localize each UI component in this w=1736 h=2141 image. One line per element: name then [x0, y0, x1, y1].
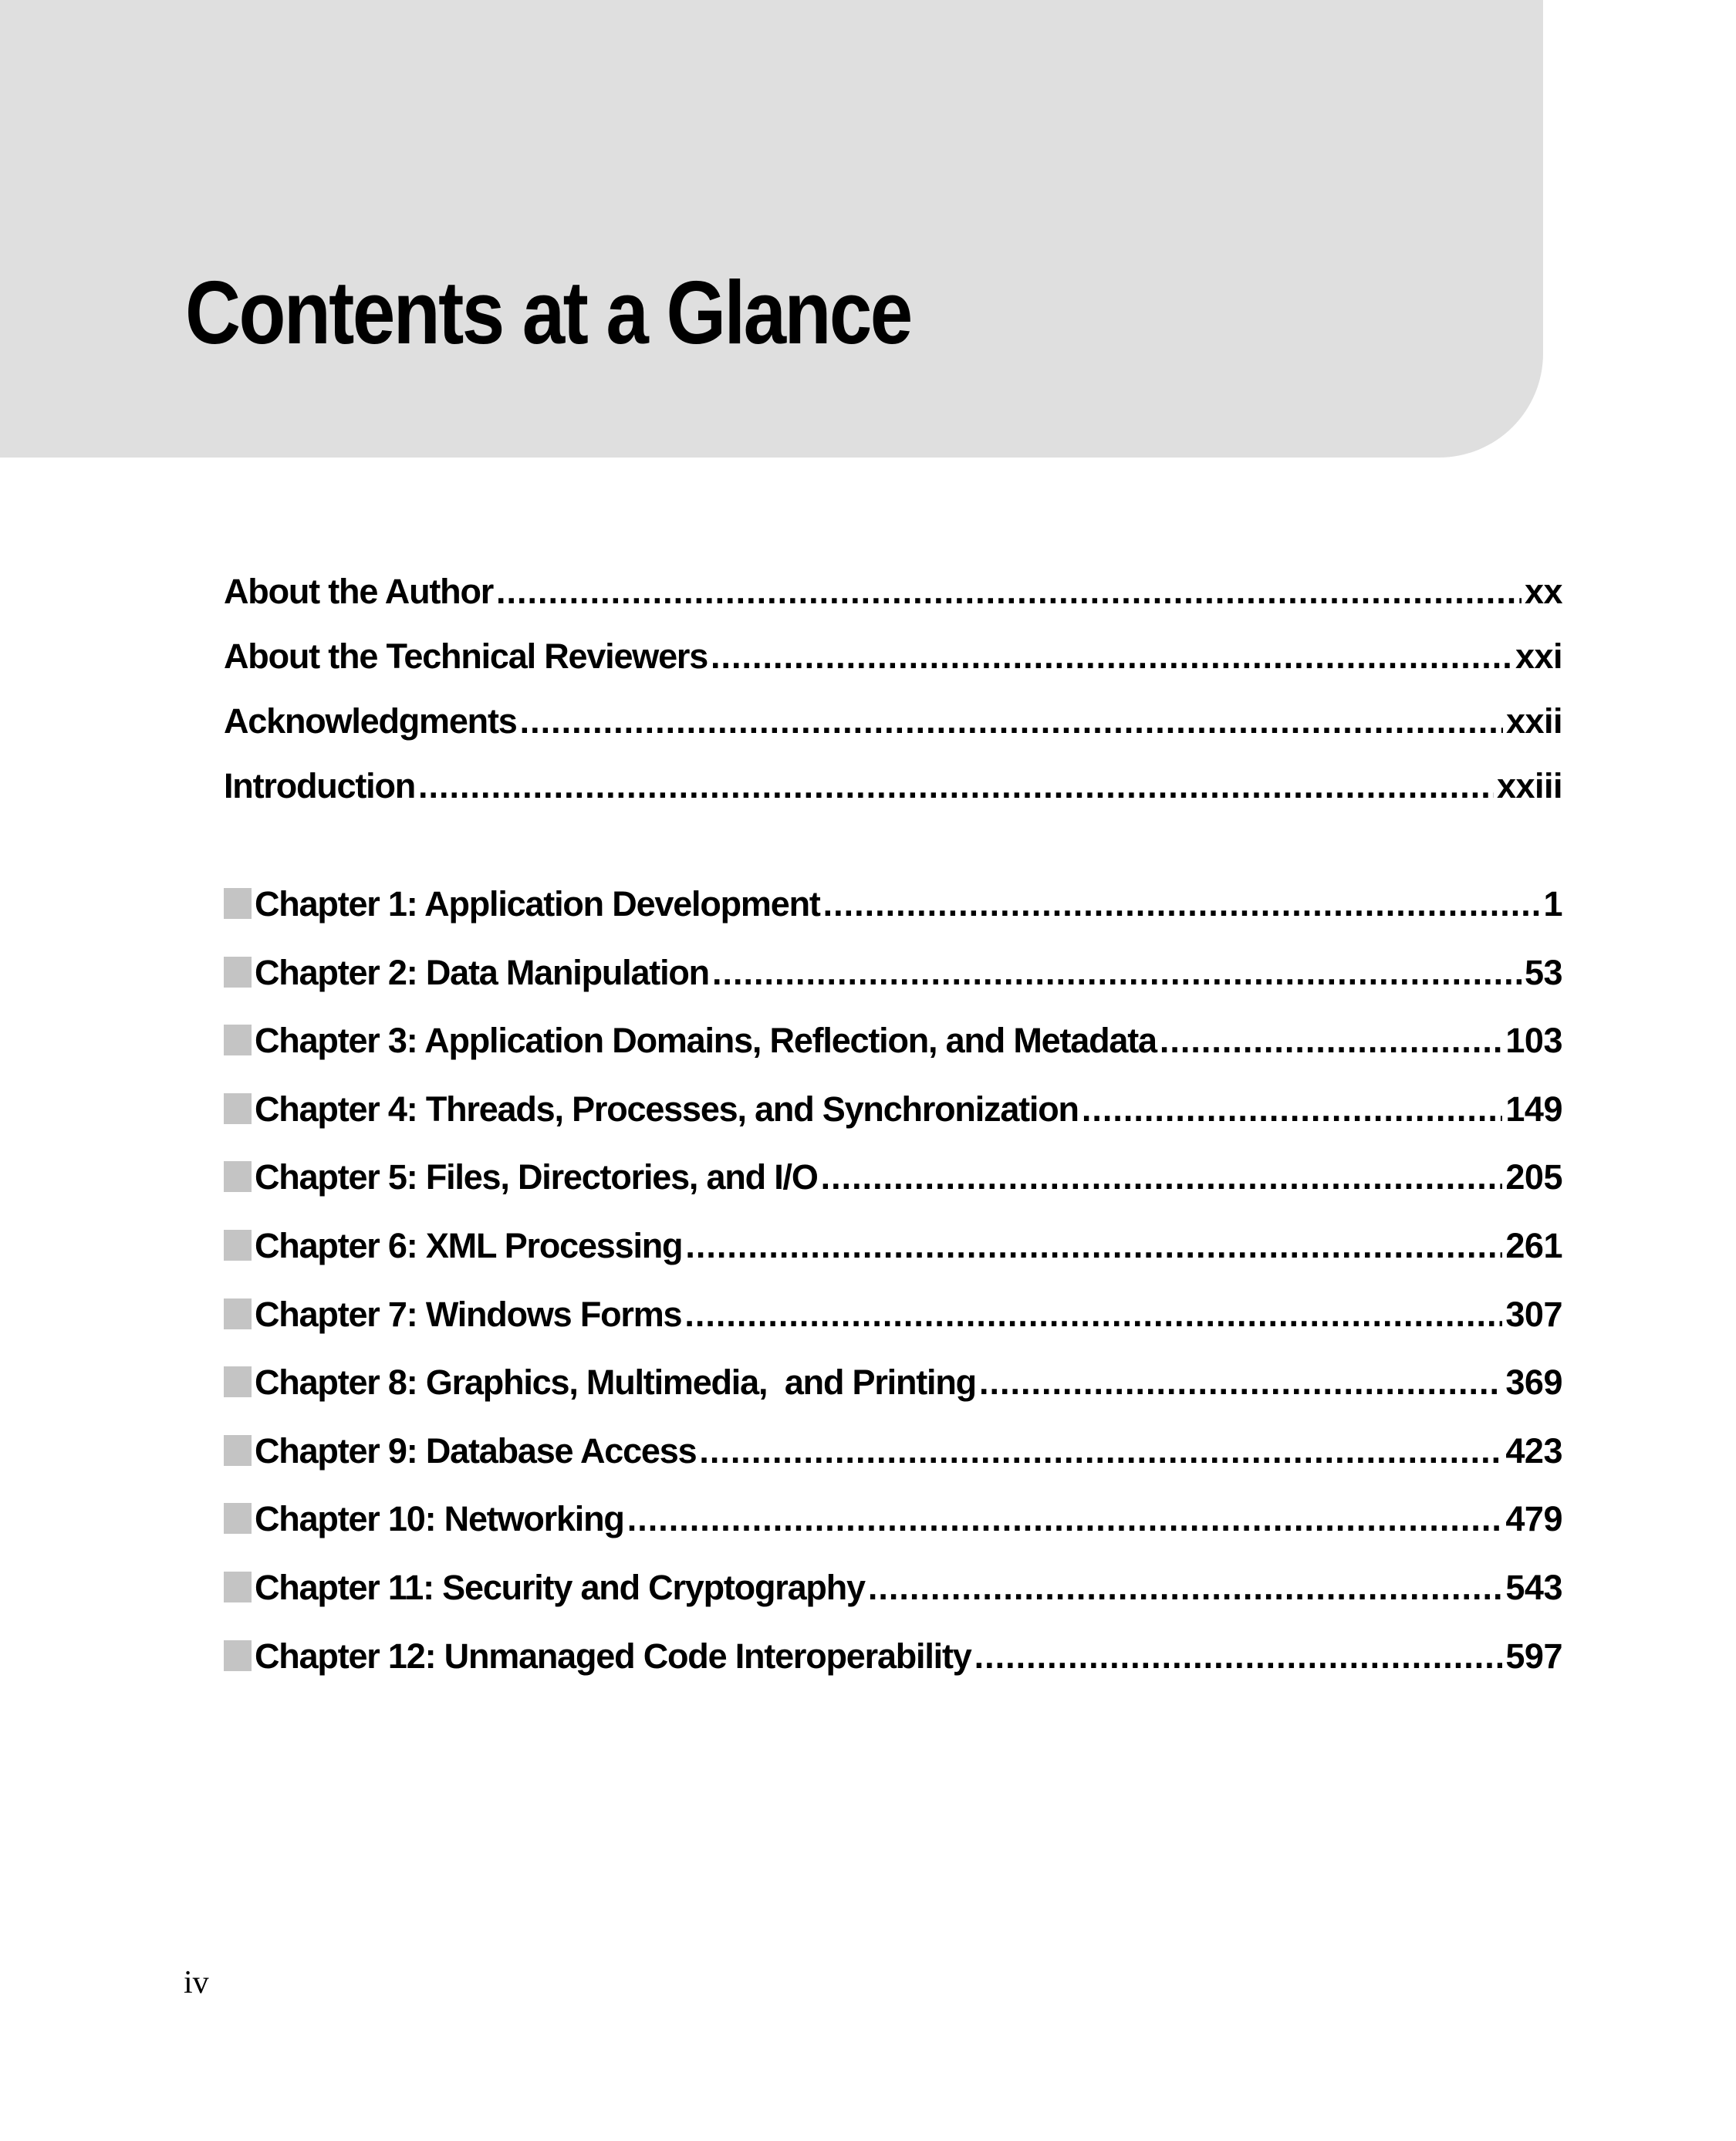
- dot-leader: [712, 939, 1522, 1008]
- toc-page-number: 479: [1505, 1499, 1562, 1539]
- toc-entry-label: Chapter 8: Graphics, Multimedia, and Printing: [255, 1363, 976, 1403]
- header-band: [0, 0, 1543, 458]
- chapter-marker-icon: [224, 1435, 252, 1466]
- dot-leader: [823, 870, 1541, 939]
- toc-page-number: 543: [1505, 1567, 1562, 1607]
- chapter-marker-icon: [224, 1230, 252, 1261]
- toc-entry-label: Chapter 10: Networking: [255, 1499, 624, 1539]
- chapter-marker-icon: [224, 1025, 252, 1055]
- toc-entry-chapter-12[interactable]: [224, 1623, 1562, 1691]
- dot-leader: [979, 1349, 1502, 1417]
- dot-leader: [1082, 1076, 1503, 1144]
- chapter-marker-icon: [224, 1366, 252, 1397]
- toc-page-number: 597: [1505, 1636, 1562, 1676]
- toc-entry-chapter-6[interactable]: [224, 1212, 1562, 1281]
- dot-leader: [418, 754, 1494, 819]
- front-matter-list: [224, 559, 1562, 819]
- toc-entry-label: Chapter 6: XML Processing: [255, 1225, 683, 1265]
- dot-leader: [1160, 1007, 1503, 1076]
- toc-entry-label: Acknowledgments: [224, 701, 517, 741]
- chapter-marker-icon: [224, 1640, 252, 1671]
- chapter-marker-icon: [224, 1503, 252, 1534]
- chapter-marker-icon: [224, 1298, 252, 1329]
- toc-page-number: 369: [1505, 1363, 1562, 1403]
- toc-page-number: xx: [1524, 572, 1562, 611]
- toc-entry-chapter-11[interactable]: [224, 1554, 1562, 1623]
- dot-leader: [496, 559, 1522, 624]
- toc-entry-label: Chapter 3: Application Domains, Reflection, and Metadata: [255, 1021, 1157, 1061]
- dot-leader: [868, 1554, 1503, 1623]
- toc-entry-label: Chapter 7: Windows Forms: [255, 1294, 682, 1334]
- toc-entry-chapter-2[interactable]: [224, 939, 1562, 1008]
- toc-page-number: xxiii: [1496, 766, 1562, 805]
- dot-leader: [685, 1212, 1502, 1281]
- toc-entry-chapter-1[interactable]: [224, 870, 1562, 939]
- toc-entry-label: Chapter 1: Application Development: [255, 884, 820, 924]
- toc-page-number: 307: [1505, 1294, 1562, 1334]
- toc-page-number: 205: [1505, 1157, 1562, 1197]
- toc-entry-label: Chapter 4: Threads, Processes, and Synchronization: [255, 1089, 1079, 1129]
- toc-page-number: 1: [1543, 884, 1562, 924]
- dot-leader: [974, 1623, 1503, 1691]
- toc-entry-label: About the Technical Reviewers: [224, 637, 708, 676]
- chapter-list: [224, 870, 1562, 1690]
- toc-entry-about-author[interactable]: [224, 559, 1562, 624]
- toc-entry-chapter-10[interactable]: [224, 1485, 1562, 1554]
- toc-entry-chapter-7[interactable]: [224, 1281, 1562, 1349]
- toc-page-number: xxii: [1505, 701, 1562, 741]
- toc-entry-chapter-9[interactable]: [224, 1417, 1562, 1486]
- chapter-marker-icon: [224, 1161, 252, 1192]
- toc-entry-chapter-5[interactable]: [224, 1143, 1562, 1212]
- toc-entry-chapter-8[interactable]: [224, 1349, 1562, 1417]
- toc-page-number: 423: [1505, 1430, 1562, 1471]
- toc-page-number: 53: [1524, 952, 1562, 992]
- toc-entry-label: Chapter 11: Security and Cryptography: [255, 1567, 865, 1607]
- dot-leader: [684, 1281, 1502, 1349]
- toc-page-number: xxi: [1515, 637, 1562, 676]
- toc-entry-label: Introduction: [224, 766, 416, 805]
- toc-entry-introduction[interactable]: [224, 754, 1562, 819]
- page-number-folio: iv: [184, 1965, 209, 2001]
- dot-leader: [711, 624, 1512, 689]
- toc-entry-chapter-4[interactable]: [224, 1076, 1562, 1144]
- toc-entry-label: About the Author: [224, 572, 494, 611]
- toc-entry-chapter-3[interactable]: [224, 1007, 1562, 1076]
- chapter-marker-icon: [224, 1093, 252, 1124]
- toc-entry-label: Chapter 12: Unmanaged Code Interoperability: [255, 1636, 971, 1676]
- page-title: Contents at a Glance: [185, 262, 911, 363]
- chapter-marker-icon: [224, 1572, 252, 1602]
- toc-page-number: 149: [1505, 1089, 1562, 1129]
- chapter-marker-icon: [224, 888, 252, 919]
- dot-leader: [699, 1417, 1502, 1486]
- toc-entry-technical-reviewers[interactable]: [224, 624, 1562, 689]
- dot-leader: [627, 1485, 1503, 1554]
- toc-entry-label: Chapter 2: Data Manipulation: [255, 952, 709, 992]
- toc-page-number: 103: [1505, 1021, 1562, 1061]
- toc-entry-label: Chapter 9: Database Access: [255, 1430, 697, 1471]
- dot-leader: [821, 1143, 1503, 1212]
- toc-page-number: 261: [1505, 1225, 1562, 1265]
- dot-leader: [520, 689, 1503, 754]
- chapter-marker-icon: [224, 957, 252, 988]
- toc-entry-label: Chapter 5: Files, Directories, and I/O: [255, 1157, 818, 1197]
- toc-entry-acknowledgments[interactable]: [224, 689, 1562, 754]
